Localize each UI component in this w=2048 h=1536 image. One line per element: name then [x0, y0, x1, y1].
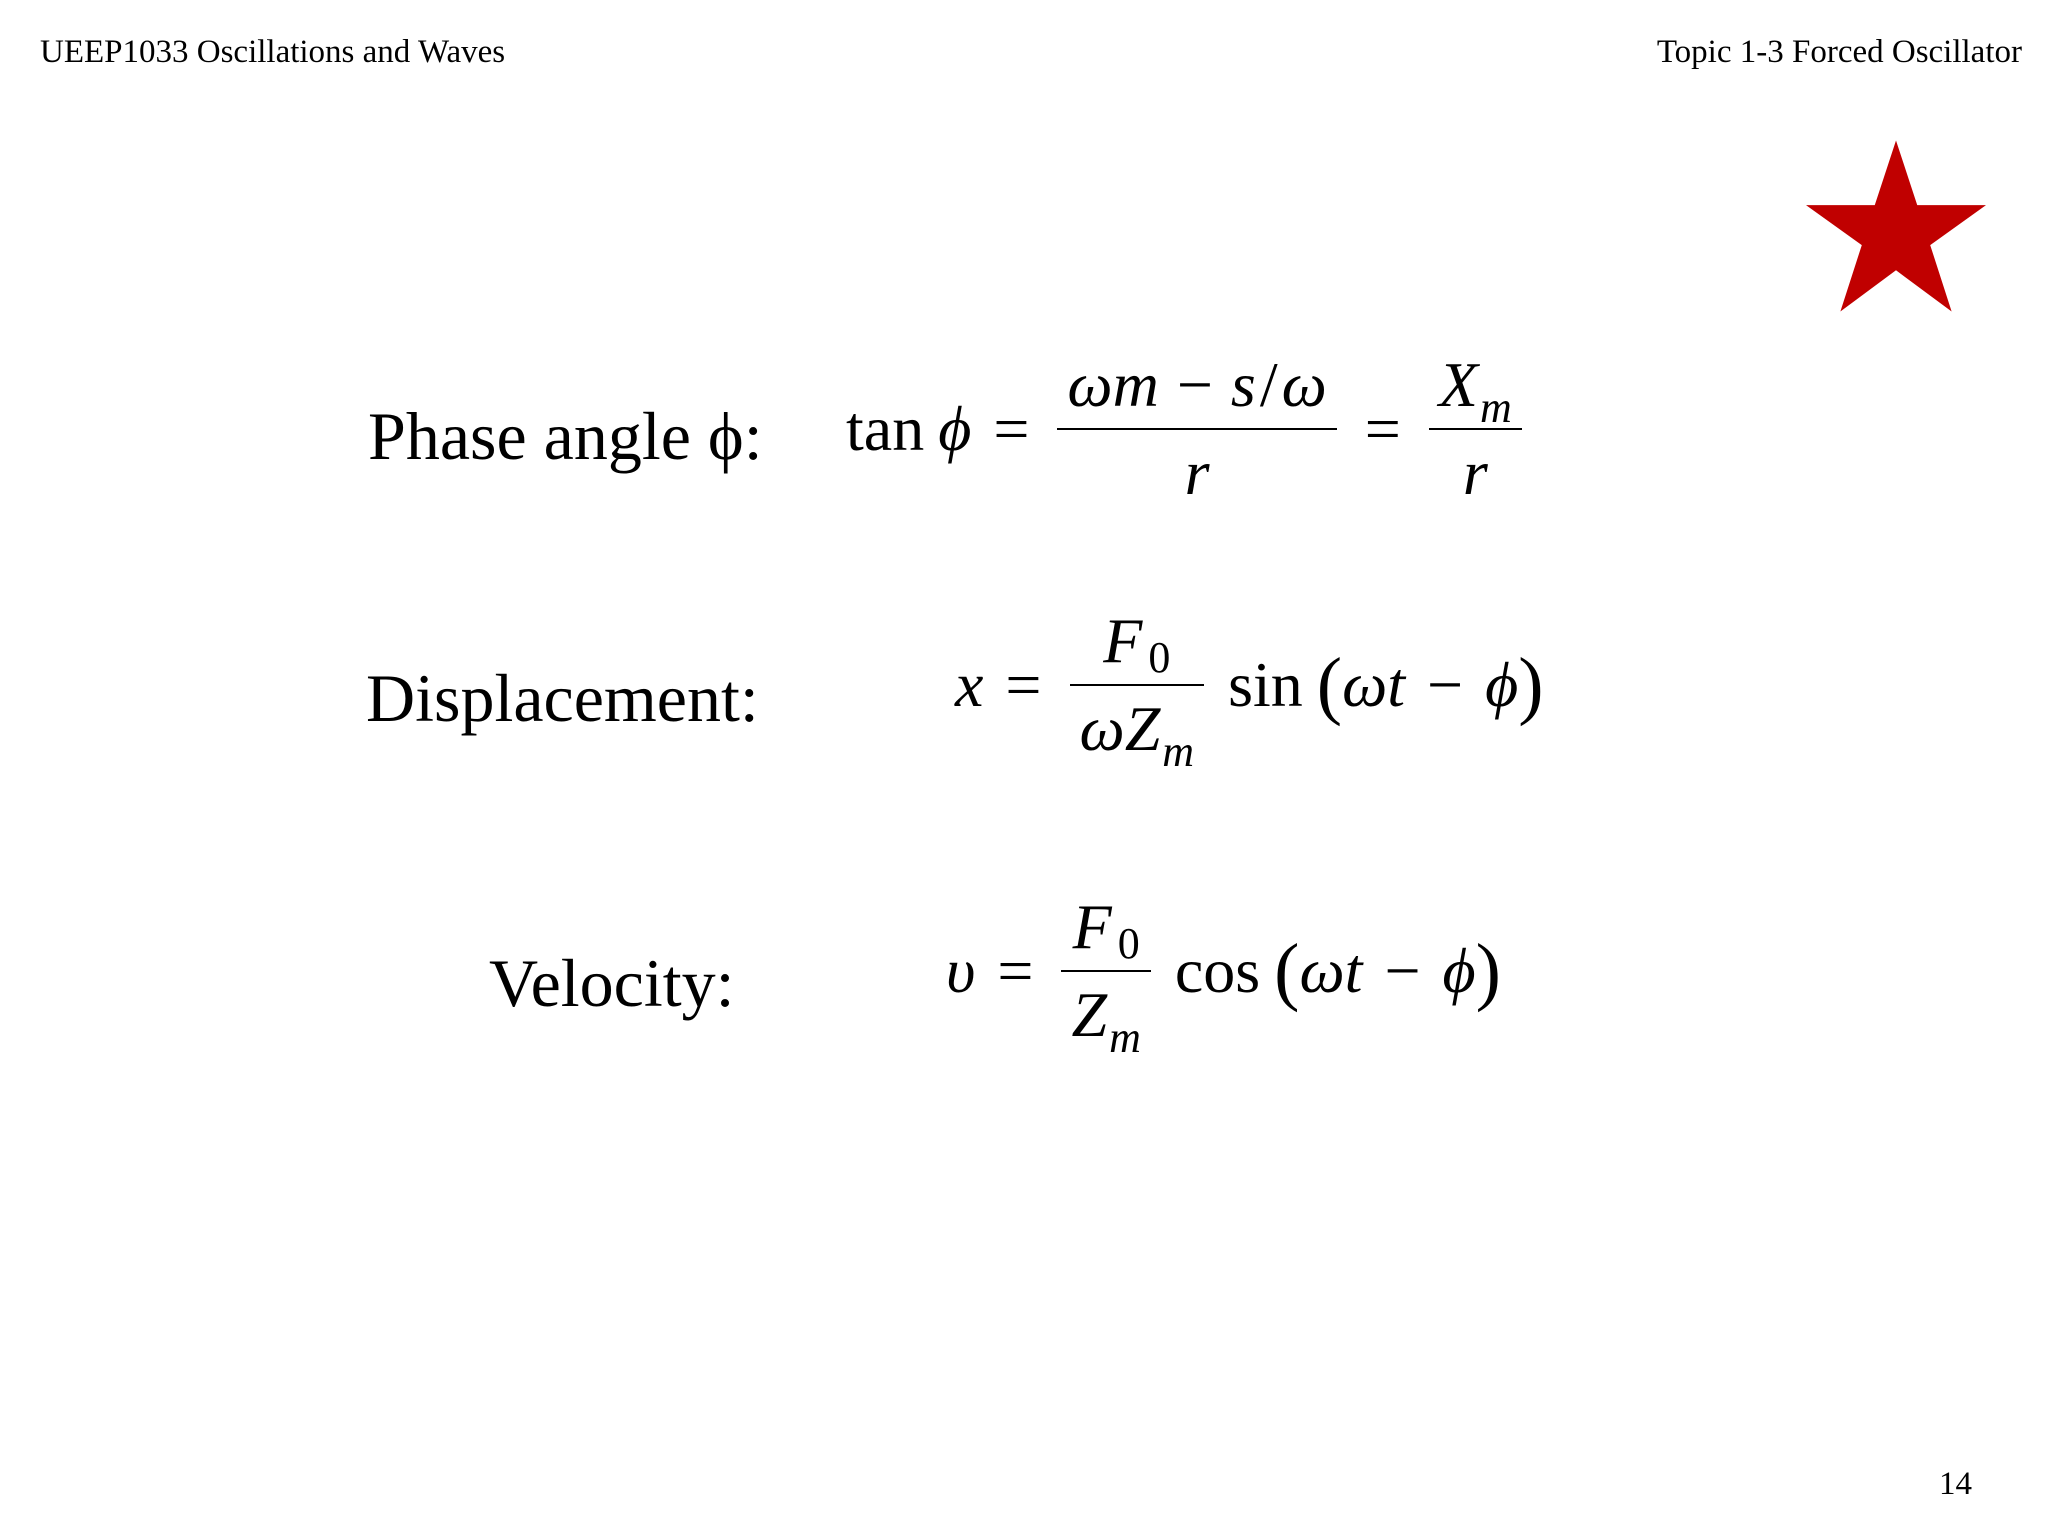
minus-sign: −: [1427, 649, 1464, 721]
right-paren: ): [1518, 643, 1544, 728]
displacement-label: Displacement:: [366, 660, 759, 736]
t-variable: t: [1387, 649, 1406, 721]
fraction-numerator: F 0: [1103, 605, 1171, 682]
fraction-denominator: $\omega Z_m$: [1079, 693, 1195, 777]
xm-over-r-fraction: [1429, 350, 1522, 509]
page-number: 14: [1939, 1466, 1972, 1502]
right-paren: ): [1475, 929, 1501, 1014]
equals-sign: =: [993, 393, 1030, 465]
x-variable: x: [955, 649, 984, 721]
f0-over-zm-fraction: [1061, 891, 1150, 1063]
fraction-denominator: r: [1462, 437, 1488, 509]
sin-function: sin: [1228, 649, 1303, 721]
velocity-label: Velocity:: [489, 945, 735, 1021]
left-paren: (: [1274, 929, 1300, 1014]
displacement-equation: [955, 605, 1544, 777]
phase-angle-equation: [846, 350, 1528, 509]
fraction-denominator: r: [1184, 437, 1210, 509]
phi-symbol: ϕ: [1485, 649, 1519, 721]
tan-function: tan: [846, 393, 925, 465]
v-variable: υ: [946, 935, 976, 1007]
phi-symbol: ϕ: [938, 393, 972, 465]
equals-sign: =: [997, 935, 1034, 1007]
fraction-numerator: $X_m$: [1438, 349, 1512, 432]
star-shape: [1806, 141, 1986, 312]
course-title: UEEP1033 Oscillations and Waves: [40, 34, 506, 70]
left-paren: (: [1316, 643, 1343, 728]
equals-sign: =: [1364, 393, 1401, 465]
omega-symbol: ω: [1299, 935, 1345, 1007]
phase-angle-label: Phase angle ϕ:: [368, 398, 763, 474]
red-star-icon: [1806, 140, 1986, 312]
fraction-numerator: ωm − s/ω: [1067, 349, 1327, 420]
cos-function: cos: [1174, 935, 1261, 1007]
reactance-over-resistance-fraction: [1057, 350, 1336, 509]
velocity-equation: [946, 891, 1501, 1063]
topic-title: Topic 1-3 Forced Oscillator: [1656, 34, 2022, 70]
minus-sign: −: [1384, 935, 1421, 1007]
omega-symbol: ω: [1342, 649, 1388, 721]
equals-sign: =: [1005, 649, 1042, 721]
fraction-denominator: $Z_m$: [1071, 979, 1141, 1063]
f0-over-omega-zm-fraction: [1070, 605, 1205, 777]
fraction-numerator: F 0: [1072, 891, 1140, 968]
t-variable: t: [1344, 935, 1363, 1007]
phi-symbol: ϕ: [1442, 935, 1476, 1007]
